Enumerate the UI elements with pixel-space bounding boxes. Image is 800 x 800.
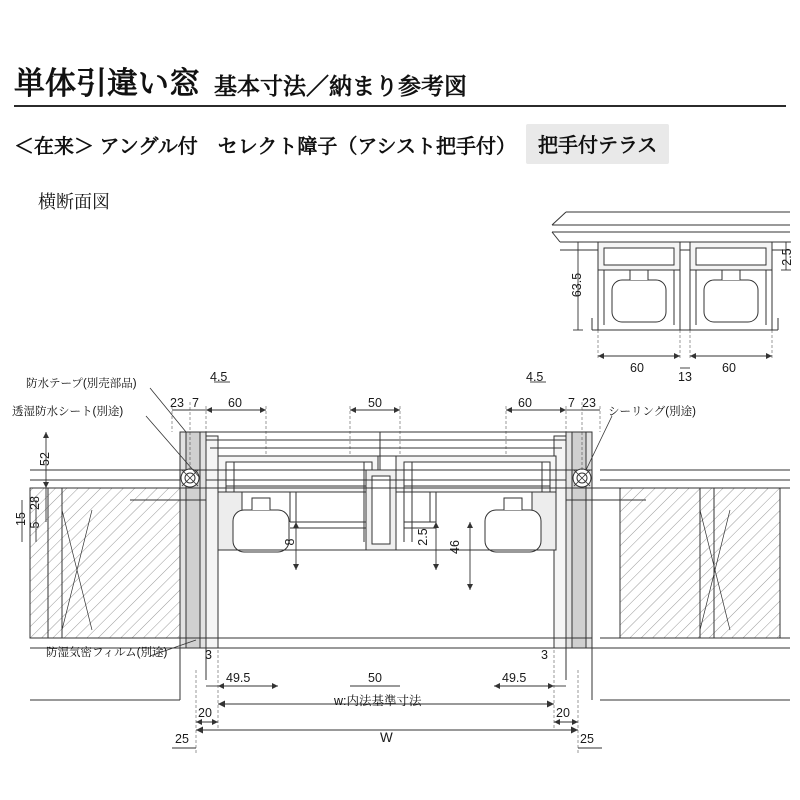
dim-lower-left-49-5: 49.5 xyxy=(226,671,251,685)
dim-center-50-top: 50 xyxy=(368,396,382,410)
top-detail-group xyxy=(552,212,791,368)
spec-row xyxy=(14,124,669,164)
dim-left-28: 28 xyxy=(28,496,42,510)
dim-lower-center-50: 50 xyxy=(368,671,382,685)
status-badge: 把手付テラス xyxy=(526,124,669,164)
dim-left-4-5: 4.5 xyxy=(210,370,228,384)
section-label: 横断面図 xyxy=(38,192,110,212)
dim-top-2-5: 2.5 xyxy=(780,248,794,266)
dim-left-15: 15 xyxy=(14,512,28,526)
technical-drawing-svg xyxy=(0,170,800,770)
dim-overall-w: W xyxy=(380,730,393,745)
dim-left-60: 60 xyxy=(228,396,242,410)
dim-right-23: 23 xyxy=(582,396,596,410)
dim-lower-left-3: 3 xyxy=(205,648,212,662)
page-title: 単体引違い窓 xyxy=(14,66,200,101)
cross-section-drawing xyxy=(0,170,800,770)
header-title-row xyxy=(14,58,467,103)
dim-top-left-60: 60 xyxy=(630,361,644,375)
annotation-waterproof-tape: 防水テープ(別売部品) xyxy=(26,378,137,390)
dim-bottom-left-25: 25 xyxy=(175,732,189,746)
dim-bottom-left-20: 20 xyxy=(198,706,212,720)
header-divider xyxy=(14,105,786,107)
spec-description: ＜在来＞ アングル付 セレクト障子（アシスト把手付） xyxy=(14,135,516,158)
dim-lower-right-3: 3 xyxy=(541,648,548,662)
dim-inner-46: 46 xyxy=(448,540,462,554)
dim-top-63-5: 63.5 xyxy=(570,272,584,298)
dim-top-right-60: 60 xyxy=(722,361,736,375)
annotation-sealing: シーリング(別途) xyxy=(608,406,696,418)
dim-top-13: 13 xyxy=(678,370,692,384)
dim-inner-2-5: 2.5 xyxy=(416,528,430,546)
dim-right-4-5: 4.5 xyxy=(526,370,544,384)
dim-lower-right-49-5: 49.5 xyxy=(502,671,527,685)
dim-left-7: 7 xyxy=(192,396,199,410)
annotation-moisture-sheet: 透湿防水シート(別途) xyxy=(12,406,124,418)
dim-right-7: 7 xyxy=(568,396,575,410)
dim-right-60: 60 xyxy=(518,396,532,410)
annotation-inner-standard: w:内法基準寸法 xyxy=(334,694,422,708)
dim-left-5: 5 xyxy=(28,521,42,529)
dim-left-52: 52 xyxy=(38,452,52,466)
dim-bottom-right-20: 20 xyxy=(556,706,570,720)
annotation-moisture-film: 防湿気密フィルム(別途) xyxy=(46,647,168,659)
dim-bottom-right-25: 25 xyxy=(580,732,594,746)
dim-left-23: 23 xyxy=(170,396,184,410)
dim-inner-8: 8 xyxy=(283,538,297,546)
page-subtitle: 基本寸法／納まり参考図 xyxy=(214,73,467,99)
